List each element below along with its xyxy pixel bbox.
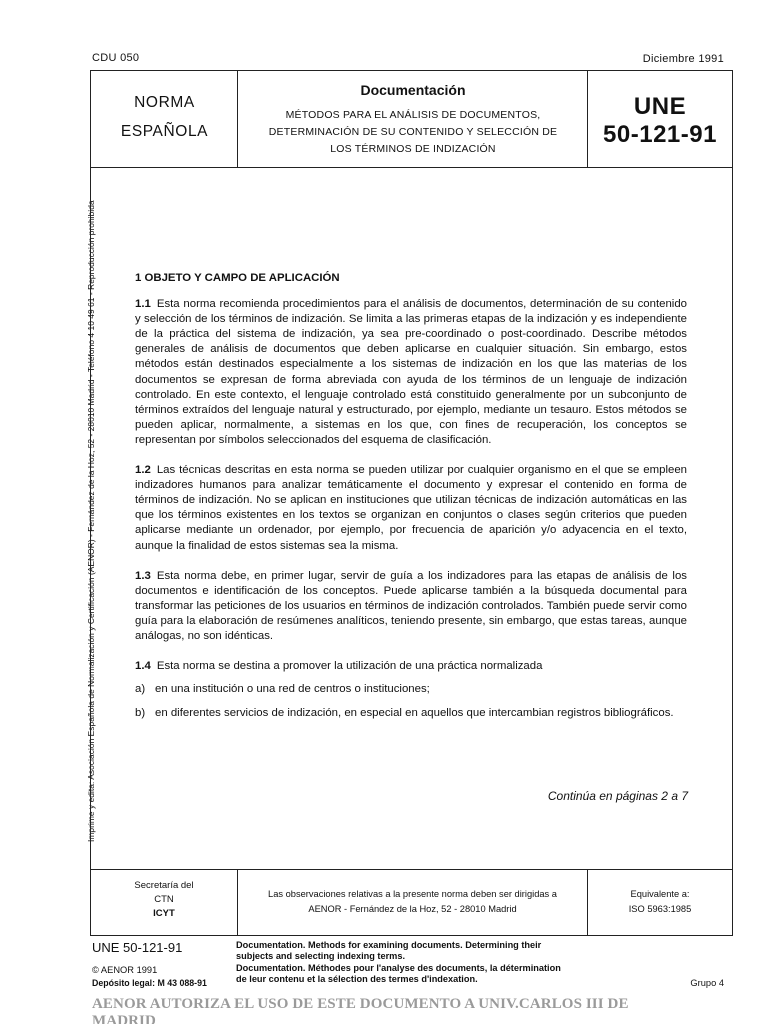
paragraph-number: 1.2	[135, 464, 151, 477]
ctn-label: CTN	[154, 894, 174, 905]
price-group: Grupo 4	[690, 978, 724, 988]
secretariat-label: Secretaría del	[134, 880, 194, 891]
translated-titles	[236, 940, 636, 986]
paragraph-1-1	[135, 297, 687, 448]
paragraph-text: Esta norma recomienda procedimientos para el análisis de documentos, determinación de su contenido y selección de los términos de indización. Se limita a las primeras etapas de la indización y es independiente de la práctica del sistema de indización, ya sea pre-coordinado o post-coordinado. Describe métodos generales de análisis de documentos que deben aplicarse en cualquier situación. Sin embargo, estos métodos están destinados especialmente a los sistemas de indización en los que las materias de los documentos se expresan de forma abreviada con ayuda de los términos de un lenguaje de indización controlado. En este contexto, el lenguaje controlado está constituido generalmente por un subconjunto de términos extraídos del lenguaje natural y estructurado, por ejemplo, mediante un tesauro. Estos métodos se pueden aplicar, normalmente, a sistemas en los que, con fines de recuperación, los conceptos se representan por símbolos seleccionados del esquema de clasificación.	[135, 298, 687, 446]
subtitle-line-3: LOS TÉRMINOS DE INDIZACIÓN	[330, 143, 496, 155]
copyright: © AENOR 1991	[92, 965, 158, 975]
une-label: UNE	[633, 93, 687, 120]
observations-line-1: Las observaciones relativas a la presente norma deben ser dirigidas a	[268, 889, 557, 899]
continued-note: Continúa en páginas 2 a 7	[547, 789, 688, 803]
norma-label: NORMA	[134, 94, 195, 111]
observations-cell	[238, 870, 588, 936]
list-marker: a)	[135, 683, 146, 696]
equivalent-cell	[588, 870, 732, 936]
paragraph-number: 1.4	[135, 660, 151, 673]
english-title-line-1: Documentation. Methods for examining documents. Determining their	[236, 940, 542, 950]
paragraph-number: 1.3	[135, 569, 151, 582]
document-body	[135, 271, 687, 730]
french-title-line-1: Documentation. Méthodes pour l'analyse des documents, la détermination	[236, 962, 561, 973]
list-text: en una institución o una red de centros o instituciones;	[155, 683, 430, 696]
paragraph-text: Esta norma debe, en primer lugar, servir de guía a los indizadores para las etapas de análisis de los documentos e identificación de los conceptos. Puede aplicarse también a la búsqueda documental para transformar las peticiones de los usuarios en términos de indización controlados. También puede servir como guía para la elaboración de resúmenes analíticos, teniendo presente, sin embargo, que estas tareas, aunque análogas, no son idénticas.	[135, 569, 687, 642]
list-marker: b)	[135, 707, 146, 720]
iso-reference: ISO 5963:1985	[628, 904, 692, 914]
title-cell	[238, 71, 588, 168]
icyt-label: ICYT	[153, 908, 175, 919]
section-title: 1 OBJETO Y CAMPO DE APLICACIÓN	[135, 272, 340, 284]
footer-box	[91, 869, 732, 935]
french-title-line-2: de leur contenu et la sélection des termes d'indexation.	[236, 974, 478, 985]
list-item-a	[135, 682, 687, 697]
standard-code: UNE 50-121-91	[92, 940, 183, 955]
norma-espanola-cell	[91, 71, 238, 168]
cdu-code: CDU 050	[92, 52, 140, 64]
une-number: 50-121-91	[603, 121, 717, 148]
paragraph-1-3	[135, 569, 687, 644]
secretariat-cell	[91, 870, 238, 936]
subtitle-line-2: DETERMINACIÓN DE SU CONTENIDO Y SELECCIÓN DE	[268, 126, 558, 138]
license-banner: AENOR AUTORIZA EL USO DE ESTE DOCUMENTO A UNIV.CARLOS III DE MADRID	[92, 996, 629, 1024]
publication-date: Diciembre 1991	[642, 53, 724, 65]
paragraph-text: Esta norma se destina a promover la utilización de una práctica normalizada	[156, 660, 543, 673]
paragraph-text: Las técnicas descritas en esta norma se pueden utilizar por cualquier organismo en el que se empleen indizadores humanos para analizar temáticamente el documento y expresar el contenido en forma de términos de indización. No se aplican en instituciones que utilizan técnicas de indización automáticas en las que los términos existentes en los textos se organizan en conjuntos o clases según criterios que pueden aplicarse mediante un ordenador, por ejemplo, por frecuencia de aparición y/o adyacencia en el texto, aunque la finalidad de estos sistemas sea la misma.	[135, 464, 687, 552]
une-cell	[588, 71, 732, 168]
observations-line-2: AENOR - Fernández de la Hoz, 52 - 28010 Madrid	[308, 904, 517, 914]
list-item-b	[135, 706, 687, 721]
list-text: en diferentes servicios de indización, en especial en aquellos que intercambian registros bibliográficos.	[155, 707, 674, 720]
english-title-line-2: subjects and selecting indexing terms.	[236, 951, 405, 962]
document-title: Documentación	[360, 82, 466, 98]
subtitle-line-1: MÉTODOS PARA EL ANÁLISIS DE DOCUMENTOS,	[285, 109, 541, 121]
document-frame	[90, 70, 733, 936]
equivalent-label: Equivalente a:	[630, 889, 690, 899]
side-imprint-text: Imprime y edita: Asociación Española de Normalización y Certificación (AENOR) - Fernández de la Hoz, 52 - 28010 Madrid - Teléfono 4 10 49 61 - Reproducción prohibida	[86, 200, 96, 842]
paragraph-1-2	[135, 463, 687, 554]
espanola-label: ESPAÑOLA	[120, 123, 209, 140]
paragraph-number: 1.1	[135, 298, 151, 311]
legal-deposit: Depósito legal: M 43 088-91	[92, 978, 207, 988]
paragraph-1-4	[135, 659, 687, 674]
